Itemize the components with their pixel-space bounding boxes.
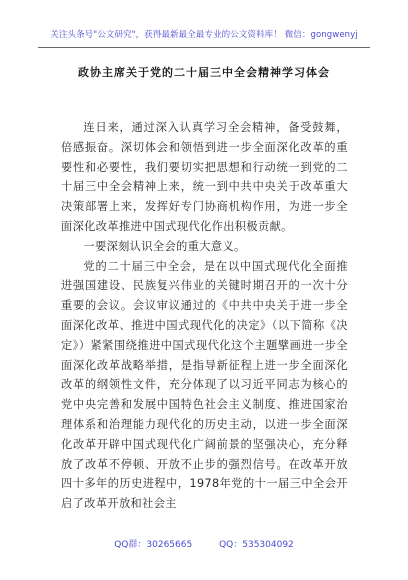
footer xyxy=(0,537,408,550)
header-note: 关注头条号"公文研究"，获得最新最全最专业的公文资料库！ 微信：gongwenyj xyxy=(50,30,358,40)
header-divider xyxy=(38,47,370,48)
paragraph-intro: 连日来，通过深入认真学习全会精神，备受鼓舞，倍感振奋。深切体会和领悟到进一步全面深化改革的重要性和必要性，我们要切实把思想和行动统一到党的二十届三中全会精神上来，统一到中共中央关于改革重大决策部署上来，发挥好专门协商机构作用，为进一步全面深化改革推进中国式现代化作出积极贡献。 xyxy=(61,121,348,233)
document-body xyxy=(61,118,348,514)
paragraph-heading-1: 一要深刻认识全会的重大意义。 xyxy=(83,239,246,253)
footer-qq-group: QQ群：30265665 xyxy=(114,540,193,550)
document-title: 政协主席关于党的二十届三中全会精神学习体会 xyxy=(78,66,330,79)
paragraph-significance: 党的二十届三中全会，是在以中国式现代化全面推进强国建设、民族复兴伟业的关键时期召开的一次十分重要的会议。会议审议通过的《中共中央关于进一步全面深化改革、推进中国式现代化的决定》（以下简称《决定》）紧紧围绕推进中国式现代化这个主题擘画进一步全面深化改革战略举措，是指导新征程上进一步全面深化改革的纲领性文件，充分体现了以习近平同志为核心的党中央完善和发展中国特色社会主义制度、推进国家治理体系和治理能力现代化的历史主动，以进一步全面深化改革开辟中国式现代化广阔前景的坚强决心，充分释放了改革不停顿、开放不止步的强烈信号。在改革开放四十多年的历史进程中，1978年党的十一届三中全会开启了改革开放和社会主 xyxy=(61,259,348,511)
footer-qq: QQ：535304092 xyxy=(219,540,294,550)
